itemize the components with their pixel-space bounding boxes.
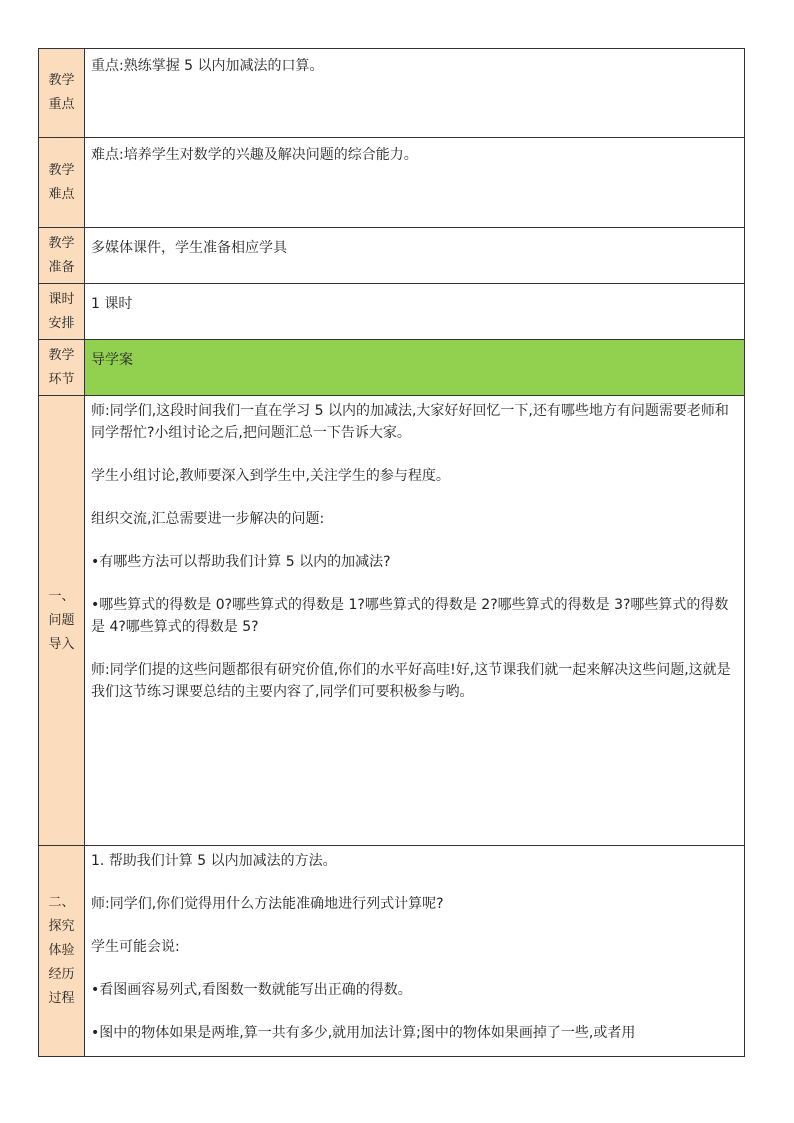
label-exploration <box>39 846 85 1057</box>
label-line: 探究 <box>48 919 75 934</box>
paragraph: •看图画容易列式,看图数一数就能写出正确的得数。 <box>91 982 412 998</box>
paragraph: 重点:熟练掌握 5 以内加减法的口算。 <box>91 58 324 74</box>
label-line: 重点 <box>48 97 75 112</box>
label-preparation <box>39 228 85 284</box>
paragraph: 师:同学们,你们觉得用什么方法能准确地进行列式计算呢? <box>91 896 444 912</box>
paragraph: 师:同学们,这段时间我们一直在学习 5 以内的加减法,大家好好回忆一下,还有哪些地方有问题需要老师和同学帮忙?小组讨论之后,把问题汇总一下告诉大家。 <box>91 403 729 441</box>
label-line: 教学 <box>48 347 75 363</box>
content-key-points <box>85 49 745 138</box>
paragraph: 组织交流,汇总需要进一步解决的问题: <box>91 511 325 527</box>
label-line: 二、 <box>48 895 75 910</box>
paragraph: 学生可能会说: <box>91 939 180 955</box>
paragraph: 1. 帮助我们计算 5 以内加减法的方法。 <box>91 853 337 869</box>
label-schedule <box>39 284 85 340</box>
label-line: 教学 <box>48 73 75 88</box>
label-line: 课时 <box>48 291 75 307</box>
paragraph: •哪些算式的得数是 0?哪些算式的得数是 1?哪些算式的得数是 2?哪些算式的得数是 3?哪些算式的得数是 4?哪些算式的得数是 5? <box>91 597 729 635</box>
label-line: 安排 <box>48 315 75 331</box>
row-key-points <box>39 49 745 138</box>
row-schedule <box>39 284 745 340</box>
label-line: 导入 <box>48 636 75 652</box>
label-key-points <box>39 49 85 138</box>
label-teaching-stage <box>39 340 85 396</box>
paragraph: 学生小组讨论,教师要深入到学生中,关注学生的参与程度。 <box>91 468 450 484</box>
label-line: 一、 <box>48 588 75 604</box>
label-line: 准备 <box>48 259 75 275</box>
content-exploration <box>85 846 745 1057</box>
content-difficulties <box>85 138 745 228</box>
row-exploration <box>39 846 745 1057</box>
label-line: 问题 <box>48 612 75 628</box>
content-introduction <box>85 396 745 846</box>
label-difficulties <box>39 138 85 228</box>
label-line: 经历 <box>48 967 75 982</box>
label-introduction <box>39 396 85 846</box>
label-line: 过程 <box>48 991 75 1006</box>
content-guided-learning <box>85 340 745 396</box>
paragraph: •图中的物体如果是两堆,算一共有多少,就用加法计算;图中的物体如果画掉了一些,或者用 <box>91 1025 636 1041</box>
row-preparation <box>39 228 745 284</box>
paragraph: 多媒体课件，学生准备相应学具 <box>91 240 287 256</box>
label-line: 教学 <box>48 235 75 251</box>
paragraph: 师:同学们提的这些问题都很有研究价值,你们的水平好高哇!好,这节课我们就一起来解决这些问题,这就是我们这节练习课要总结的主要内容了,同学们可要积极参与哟。 <box>91 662 731 700</box>
row-difficulties <box>39 138 745 228</box>
content-schedule <box>85 284 745 340</box>
paragraph: •有哪些方法可以帮助我们计算 5 以内的加减法? <box>91 554 391 570</box>
row-teaching-stage <box>39 340 745 396</box>
label-line: 教学 <box>48 162 75 178</box>
paragraph: 难点:培养学生对数学的兴趣及解决问题的综合能力。 <box>91 147 418 163</box>
lesson-plan-table <box>38 48 745 1057</box>
paragraph: 1 课时 <box>91 296 133 312</box>
label-line: 环节 <box>48 371 75 387</box>
row-introduction <box>39 396 745 846</box>
paragraph: 导学案 <box>91 352 133 368</box>
content-preparation <box>85 228 745 284</box>
label-line: 难点 <box>48 186 75 202</box>
label-line: 体验 <box>48 943 75 958</box>
